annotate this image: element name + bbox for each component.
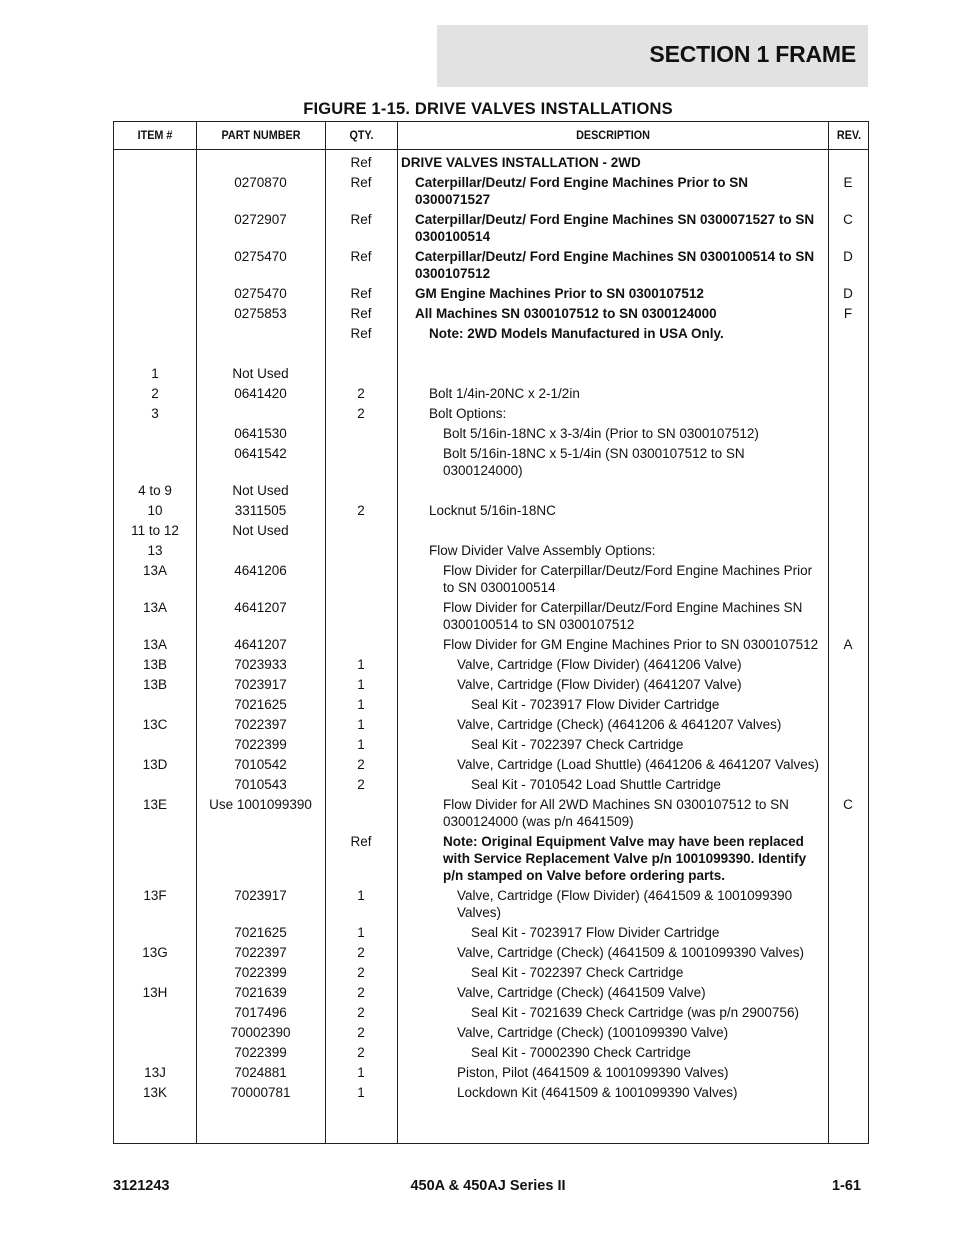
rev-cell — [828, 482, 868, 499]
part-number-cell: 0641542 — [234, 446, 287, 461]
item-cell — [114, 154, 196, 171]
part-number-cell: 7022399 — [234, 965, 287, 980]
rev-cell: C — [843, 797, 853, 812]
table-row — [114, 560, 868, 597]
item-cell: 13A — [142, 563, 168, 578]
description-cell: Bolt 5/16in-18NC x 3-3/4in (Prior to SN 0300107512) — [443, 426, 759, 441]
table-row — [114, 1082, 868, 1102]
description-cell: Valve, Cartridge (Check) (4641509 Valve) — [457, 985, 706, 1000]
rev-cell — [828, 522, 868, 539]
rev-cell — [828, 562, 868, 596]
section-header — [437, 25, 868, 87]
section-title: SECTION 1 FRAME — [649, 41, 856, 67]
item-cell: 13A — [142, 637, 168, 652]
rev-cell — [828, 599, 868, 633]
item-cell — [114, 1044, 196, 1061]
item-cell — [114, 1024, 196, 1041]
description-cell: Valve, Cartridge (Flow Divider) (4641206 Valve) — [457, 657, 742, 672]
rev-cell: A — [843, 637, 853, 652]
part-number-cell: 7021625 — [234, 925, 287, 940]
description-cell: Flow Divider for GM Engine Machines Prior to SN 0300107512 — [443, 637, 819, 652]
table-row — [114, 520, 868, 540]
rev-cell — [828, 833, 868, 884]
description-cell: Seal Kit - 7022397 Check Cartridge — [471, 737, 684, 752]
qty-cell: 1 — [357, 925, 365, 940]
item-cell: 13E — [142, 797, 168, 812]
description-cell: Flow Divider for Caterpillar/Deutz/Ford Engine Machines Prior to SN 0300100514 — [443, 563, 813, 595]
qty-cell: Ref — [350, 155, 372, 170]
table-row — [114, 654, 868, 674]
part-number-cell: 0275853 — [234, 306, 287, 321]
part-number-cell: 0275470 — [234, 286, 287, 301]
description-cell: Note: 2WD Models Manufactured in USA Only. — [429, 326, 724, 341]
description-cell: Seal Kit - 7022397 Check Cartridge — [471, 965, 684, 980]
item-cell: 2 — [151, 386, 159, 401]
qty-cell: 2 — [357, 1005, 365, 1020]
qty-cell: Ref — [350, 175, 372, 190]
table-row — [114, 694, 868, 714]
rev-cell — [828, 696, 868, 713]
qty-cell: 2 — [357, 985, 365, 1000]
table-row — [114, 831, 868, 885]
table-row — [114, 674, 868, 694]
description-cell: Seal Kit - 7023917 Flow Divider Cartridge — [471, 925, 720, 940]
parts-table — [113, 121, 869, 1144]
item-cell — [114, 964, 196, 981]
part-number-cell: 7022397 — [234, 717, 287, 732]
table-row — [114, 152, 868, 172]
table-row — [114, 1042, 868, 1062]
qty-cell: 1 — [357, 888, 365, 903]
rev-cell — [828, 736, 868, 753]
rev-cell — [828, 1024, 868, 1041]
item-cell: 13F — [143, 888, 167, 903]
table-row — [114, 982, 868, 1002]
description-cell: Seal Kit - 7010542 Load Shuttle Cartridge — [471, 777, 721, 792]
column-header-part-number: PART NUMBER — [221, 128, 301, 142]
item-cell: 13C — [142, 717, 168, 732]
qty-cell: Ref — [350, 249, 372, 264]
part-number-cell: 7010542 — [234, 757, 287, 772]
description-cell: Valve, Cartridge (Check) (4641509 & 1001099390 Valves) — [457, 945, 804, 960]
rev-cell: E — [843, 175, 853, 190]
rev-cell — [828, 445, 868, 479]
part-number-cell: 0641420 — [234, 386, 287, 401]
part-number-cell: 0270870 — [234, 175, 287, 190]
description-cell: Caterpillar/Deutz/ Ford Engine Machines SN 0300071527 to SN 0300100514 — [415, 212, 815, 244]
description-cell: Seal Kit - 70002390 Check Cartridge — [471, 1045, 691, 1060]
rev-cell — [828, 1084, 868, 1101]
part-number-cell: 7021639 — [234, 985, 287, 1000]
qty-cell: 1 — [357, 657, 365, 672]
rev-cell — [828, 656, 868, 673]
header-divider — [114, 149, 868, 150]
item-cell — [114, 1004, 196, 1021]
table-row — [114, 922, 868, 942]
part-number-cell: 70000781 — [230, 1085, 291, 1100]
description-cell: Flow Divider Valve Assembly Options: — [429, 543, 656, 558]
qty-cell: Ref — [350, 326, 372, 341]
description-cell: Caterpillar/Deutz/ Ford Engine Machines Prior to SN 0300071527 — [415, 175, 749, 207]
part-number-cell: Use 1001099390 — [209, 797, 312, 812]
qty-cell — [325, 445, 397, 479]
item-cell — [114, 285, 196, 302]
part-number-cell: 7021625 — [234, 697, 287, 712]
description-cell: Valve, Cartridge (Check) (4641206 & 4641207 Valves) — [457, 717, 782, 732]
table-row — [114, 303, 868, 323]
description-cell: DRIVE VALVES INSTALLATION - 2WD — [401, 155, 641, 170]
item-cell: 13G — [142, 945, 168, 960]
rev-cell — [828, 1064, 868, 1081]
table-row — [114, 1002, 868, 1022]
description-cell: Locknut 5/16in-18NC — [429, 503, 556, 518]
description-cell — [397, 365, 828, 382]
table-row — [114, 540, 868, 560]
item-cell: 4 to 9 — [138, 483, 172, 498]
part-number-cell — [196, 833, 325, 884]
rev-cell — [828, 756, 868, 773]
item-cell — [114, 305, 196, 322]
part-number-cell — [196, 325, 325, 342]
column-header-rev: REV. — [836, 128, 862, 142]
item-cell — [114, 696, 196, 713]
qty-cell: 2 — [357, 965, 365, 980]
rev-cell — [828, 385, 868, 402]
qty-cell — [325, 542, 397, 559]
description-cell: Lockdown Kit (4641509 & 1001099390 Valves) — [457, 1085, 738, 1100]
item-cell — [114, 833, 196, 884]
description-cell: Seal Kit - 7023917 Flow Divider Cartridge — [471, 697, 720, 712]
description-cell: Flow Divider for All 2WD Machines SN 0300107512 to SN 0300124000 (was p/n 4641509) — [443, 797, 789, 829]
table-row — [114, 246, 868, 283]
qty-cell — [325, 365, 397, 382]
table-row — [114, 283, 868, 303]
item-cell — [114, 924, 196, 941]
table-row — [114, 343, 868, 363]
table-row — [114, 962, 868, 982]
table-row — [114, 1022, 868, 1042]
qty-cell: 2 — [357, 406, 365, 421]
part-number-cell: Not Used — [232, 483, 289, 498]
table-row — [114, 597, 868, 634]
item-cell — [114, 736, 196, 753]
item-cell — [114, 445, 196, 479]
qty-cell — [325, 522, 397, 539]
part-number-cell: 7017496 — [234, 1005, 287, 1020]
description-cell — [397, 482, 828, 499]
table-row — [114, 754, 868, 774]
table-row — [114, 734, 868, 754]
qty-cell: 2 — [357, 503, 365, 518]
part-number-cell — [196, 154, 325, 171]
rev-cell — [828, 676, 868, 693]
qty-cell: 1 — [357, 737, 365, 752]
table-row — [114, 794, 868, 831]
table-row — [114, 1062, 868, 1082]
item-cell: 13H — [142, 985, 168, 1000]
part-number-cell: 0641530 — [234, 426, 287, 441]
qty-cell: 2 — [357, 1025, 365, 1040]
description-cell: Valve, Cartridge (Flow Divider) (4641509 & 1001099390 Valves) — [457, 888, 793, 920]
qty-cell: 2 — [357, 945, 365, 960]
part-number-cell: 3311505 — [234, 503, 287, 518]
item-cell: 10 — [147, 503, 163, 518]
description-cell: Piston, Pilot (4641509 & 1001099390 Valves) — [457, 1065, 729, 1080]
description-cell: Note: Original Equipment Valve may have been replaced with Service Replacement Valve p/n 1001099390. Identify p/n stamped on Valve before ordering parts. — [443, 834, 807, 883]
footer-doc-number: 3121243 — [113, 1178, 170, 1194]
table-row — [114, 323, 868, 343]
item-cell — [114, 248, 196, 282]
description-cell: Seal Kit - 7021639 Check Cartridge (was p/n 2900756) — [471, 1005, 799, 1020]
table-row — [114, 423, 868, 443]
rev-cell — [828, 924, 868, 941]
table-row — [114, 500, 868, 520]
column-header-qty: QTY. — [349, 128, 374, 142]
part-number-cell: 7022399 — [234, 1045, 287, 1060]
rev-cell: D — [843, 249, 853, 264]
item-cell: 13 — [147, 543, 163, 558]
rev-cell — [828, 1044, 868, 1061]
item-cell: 13J — [144, 1065, 166, 1080]
rev-cell — [828, 542, 868, 559]
rev-cell — [828, 405, 868, 422]
part-number-cell: 7022399 — [234, 737, 287, 752]
table-row — [114, 885, 868, 922]
qty-cell — [325, 796, 397, 830]
item-cell: 1 — [151, 366, 159, 381]
item-cell — [114, 425, 196, 442]
qty-cell — [325, 599, 397, 633]
item-cell — [114, 174, 196, 208]
rev-cell: D — [843, 286, 853, 301]
qty-cell: 1 — [357, 717, 365, 732]
item-cell: 11 to 12 — [131, 523, 179, 538]
qty-cell — [325, 425, 397, 442]
rev-cell — [828, 776, 868, 793]
rev-cell: C — [843, 212, 853, 227]
description-cell: All Machines SN 0300107512 to SN 0300124000 — [415, 306, 717, 321]
part-number-cell: 4641206 — [234, 563, 287, 578]
part-number-cell: 7022397 — [234, 945, 287, 960]
rev-cell — [828, 964, 868, 981]
part-number-cell: 0275470 — [234, 249, 287, 264]
qty-cell: 1 — [357, 1085, 365, 1100]
qty-cell: 2 — [357, 757, 365, 772]
qty-cell: 2 — [357, 1045, 365, 1060]
rev-cell — [828, 154, 868, 171]
item-cell: 3 — [151, 406, 159, 421]
description-cell: Flow Divider for Caterpillar/Deutz/Ford Engine Machines SN 0300100514 to SN 0300107512 — [443, 600, 803, 632]
rev-cell — [828, 365, 868, 382]
qty-cell: Ref — [350, 212, 372, 227]
table-row — [114, 172, 868, 209]
table-row — [114, 443, 868, 480]
table-row — [114, 383, 868, 403]
part-number-cell: 7024881 — [234, 1065, 287, 1080]
item-cell — [114, 325, 196, 342]
table-row — [114, 942, 868, 962]
part-number-cell: 0272907 — [234, 212, 287, 227]
part-number-cell: 70002390 — [230, 1025, 291, 1040]
description-cell: Valve, Cartridge (Load Shuttle) (4641206 & 4641207 Valves) — [457, 757, 819, 772]
part-number-cell: Not Used — [232, 523, 289, 538]
description-cell: Bolt 5/16in-18NC x 5-1/4in (SN 0300107512 to SN 0300124000) — [443, 446, 745, 478]
qty-cell: 1 — [357, 677, 365, 692]
part-number-cell — [196, 405, 325, 422]
item-cell: 13B — [142, 677, 168, 692]
rev-cell: F — [843, 306, 853, 321]
item-cell: 13K — [142, 1085, 168, 1100]
table-row — [114, 363, 868, 383]
qty-cell — [325, 482, 397, 499]
part-number-cell — [196, 542, 325, 559]
part-number-cell: 7010543 — [234, 777, 287, 792]
figure-title: FIGURE 1-15. DRIVE VALVES INSTALLATIONS — [303, 100, 673, 118]
table-row — [114, 774, 868, 794]
rev-cell — [828, 716, 868, 733]
qty-cell — [325, 562, 397, 596]
qty-cell — [325, 636, 397, 653]
description-cell: Bolt 1/4in-20NC x 2-1/2in — [429, 386, 580, 401]
qty-cell: 2 — [357, 386, 365, 401]
part-number-cell: 7023917 — [234, 888, 287, 903]
description-cell: Valve, Cartridge (Flow Divider) (4641207 Valve) — [457, 677, 742, 692]
footer-page-number: 1-61 — [831, 1178, 861, 1194]
rev-cell — [828, 944, 868, 961]
rev-cell — [828, 984, 868, 1001]
rev-cell — [828, 1004, 868, 1021]
qty-cell: Ref — [350, 306, 372, 321]
rev-cell — [828, 325, 868, 342]
table-body — [114, 152, 868, 1102]
footer-model: 450A & 450AJ Series II — [410, 1178, 566, 1194]
column-header-description: DESCRIPTION — [576, 128, 650, 142]
table-row — [114, 480, 868, 500]
qty-cell: 1 — [357, 1065, 365, 1080]
qty-cell: Ref — [350, 286, 372, 301]
description-cell — [397, 522, 828, 539]
item-cell: 13B — [142, 657, 168, 672]
item-cell — [114, 211, 196, 245]
table-row — [114, 634, 868, 654]
column-header-item: ITEM # — [137, 128, 173, 142]
table-row — [114, 714, 868, 734]
qty-cell: 2 — [357, 777, 365, 792]
part-number-cell: 7023917 — [234, 677, 287, 692]
item-cell: 13A — [142, 600, 168, 615]
qty-cell: Ref — [350, 834, 372, 849]
table-row — [114, 403, 868, 423]
description-cell: Valve, Cartridge (Check) (1001099390 Valve) — [457, 1025, 729, 1040]
rev-cell — [828, 502, 868, 519]
table-row — [114, 209, 868, 246]
description-cell: Caterpillar/Deutz/ Ford Engine Machines SN 0300100514 to SN 0300107512 — [415, 249, 815, 281]
part-number-cell: 4641207 — [234, 637, 287, 652]
part-number-cell: Not Used — [232, 366, 289, 381]
description-cell: Bolt Options: — [429, 406, 507, 421]
item-cell — [114, 776, 196, 793]
part-number-cell: 7023933 — [234, 657, 287, 672]
part-number-cell: 4641207 — [234, 600, 287, 615]
description-cell: GM Engine Machines Prior to SN 0300107512 — [415, 286, 704, 301]
rev-cell — [828, 887, 868, 921]
rev-cell — [828, 425, 868, 442]
qty-cell: 1 — [357, 697, 365, 712]
item-cell: 13D — [142, 757, 168, 772]
